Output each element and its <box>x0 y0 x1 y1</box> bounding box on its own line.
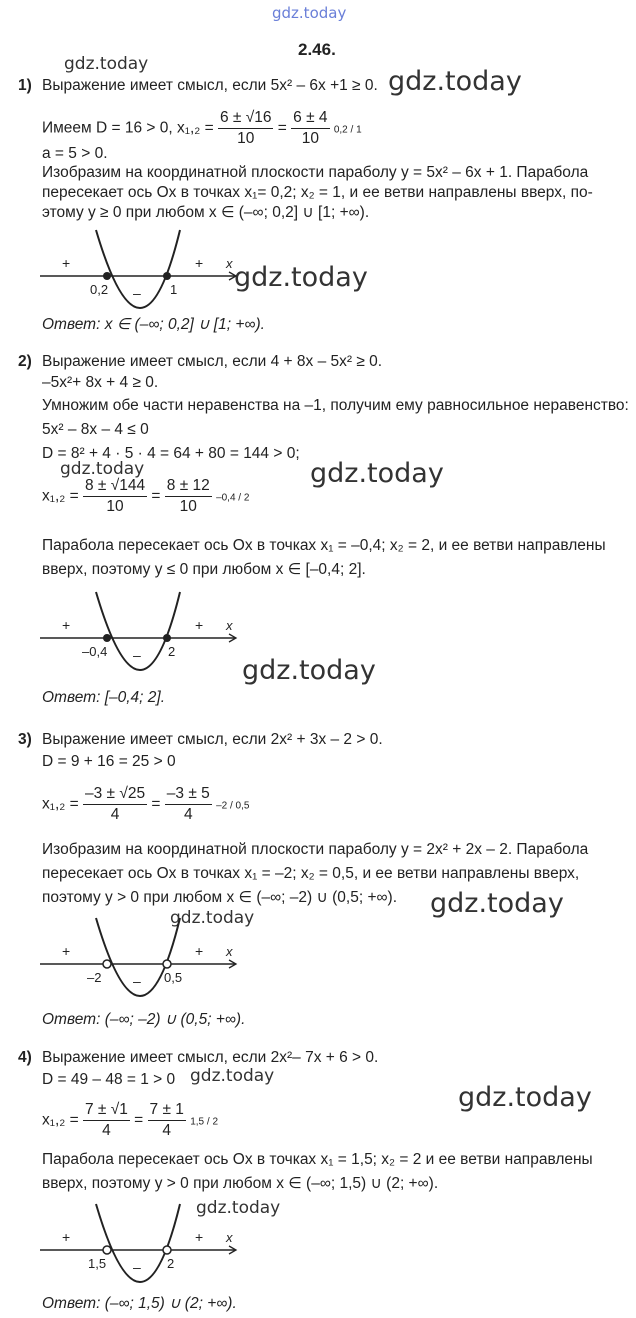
root-label: –2 <box>87 970 102 985</box>
text-line: поэтому y > 0 при любом x ∈ (–∞; –2) ∪ (0,5; +∞). <box>42 889 398 906</box>
parabola-graph <box>30 226 250 310</box>
parabola-graph <box>30 914 250 998</box>
parabola-graph <box>30 588 250 672</box>
numerator: 7 ± 1 <box>148 1100 186 1121</box>
text-line: D = 9 + 16 = 25 > 0 <box>42 753 176 770</box>
answer: Ответ: x ∈ (–∞; 0,2] ∪ [1; +∞). <box>42 316 265 333</box>
problem-condition: Выражение имеет смысл, если 4 + 8x – 5x² ≥ 0. <box>42 353 383 370</box>
sign-plus: + <box>195 943 204 959</box>
formula-row: x₁,₂ = $\frac{8 \pm √144}{10}$ = $\frac{8 \pm 12}{10}$ –0,4 / 2 <box>42 477 250 515</box>
formula-label: x₁,₂ = <box>42 795 79 813</box>
answer: Ответ: (–∞; 1,5) ∪ (2; +∞). <box>42 1295 237 1312</box>
root-label: 1,5 <box>88 1256 107 1271</box>
text-line: пересекает ось Ox в точках x₁= 0,2; x₂ = 1, и ее ветви направлены вверх, по- <box>42 184 593 201</box>
sign-minus: – <box>133 973 141 989</box>
text-line: вверх, поэтому y > 0 при любом x ∈ (–∞; 1,5) ∪ (2; +∞). <box>42 1175 439 1192</box>
sign-plus: + <box>62 943 71 959</box>
roots-subscript: –2 / 0,5 <box>216 800 250 812</box>
text-line: a = 5 > 0. <box>42 145 108 162</box>
denominator: 4 <box>162 1122 172 1139</box>
formula-label: x₁,₂ = <box>42 1111 79 1129</box>
fraction <box>83 1100 130 1141</box>
text-line: Изобразим на координатной плоскости параболу y = 5x² – 6x + 1. Парабола <box>42 164 589 181</box>
roots-subscript: 1,5 / 2 <box>190 1116 219 1128</box>
watermark: gdz.today <box>196 1198 281 1218</box>
roots-subscript: –0,4 / 2 <box>216 492 250 504</box>
root-point-open <box>103 960 111 968</box>
problem-condition: Выражение имеет смысл, если 5x² – 6x +1 ≥ 0. <box>42 77 378 94</box>
text-line: вверх, поэтому y ≤ 0 при любом x ∈ [–0,4; 2]. <box>42 561 366 578</box>
fraction <box>83 476 147 517</box>
watermark: gdz.today <box>64 54 149 74</box>
text-line: этому y ≥ 0 при любом x ∈ (–∞; 0,2] ∪ [1; +∞). <box>42 204 370 221</box>
sign-minus: – <box>133 1259 141 1275</box>
text-line: Парабола пересекает ось Ox в точках x₁ = 1,5; x₂ = 2 и ее ветви направлены <box>42 1151 593 1168</box>
problem-number: 2) <box>18 353 32 370</box>
root-label: 1 <box>170 282 178 297</box>
roots-subscript: 0,2 / 1 <box>333 124 362 136</box>
problem-number: 3) <box>18 731 32 748</box>
formula-row: x₁,₂ = $\frac{-3 \pm √25}{4}$ = $\frac{-3 \pm 5}{4}$ –2 / 0,5 <box>42 785 250 823</box>
denominator: 4 <box>110 806 120 823</box>
formula-row: Имеем D = 16 > 0, x₁,₂ = $\frac{6 \pm √16}{10}$ = $\frac{6 \pm 4}{10}$ 0,2 / 1 <box>42 109 362 147</box>
root-point-filled <box>163 634 171 642</box>
discriminant-text: Имеем D = 16 > 0, x₁,₂ = <box>42 119 214 137</box>
root-point-filled <box>163 272 171 280</box>
sign-plus: + <box>195 1229 204 1245</box>
problem-number: 4) <box>18 1049 32 1066</box>
sign-plus: + <box>195 617 204 633</box>
text-line: D = 49 – 48 = 1 > 0 <box>42 1071 176 1088</box>
sign-minus: – <box>133 647 141 663</box>
watermark: gdz.today <box>190 1066 275 1086</box>
text-line: –5x²+ 8x + 4 ≥ 0. <box>42 374 159 391</box>
problem-condition: Выражение имеет смысл, если 2x² + 3x – 2 > 0. <box>42 731 383 748</box>
fraction <box>148 1100 186 1141</box>
axis-label: x <box>226 944 233 959</box>
numerator: 6 ± √16 <box>218 108 274 129</box>
watermark: gdz.today <box>310 458 444 489</box>
sign-plus: + <box>62 1229 71 1245</box>
fraction <box>218 108 274 149</box>
text-line: Изобразим на координатной плоскости параболу y = 2x² + 2x – 2. Парабола <box>42 841 589 858</box>
numerator: –3 ± 5 <box>165 784 212 805</box>
watermark: gdz.today <box>430 888 564 919</box>
fraction <box>165 784 212 825</box>
denominator: 10 <box>179 498 197 515</box>
axis-label: x <box>226 1230 233 1245</box>
text-line: Умножим обе части неравенства на –1, получим ему равносильное неравенство: <box>42 397 629 414</box>
root-label: 2 <box>167 1256 175 1271</box>
numerator: 8 ± √144 <box>83 476 147 497</box>
root-point-filled <box>103 634 111 642</box>
sign-plus: + <box>62 617 71 633</box>
numerator: –3 ± √25 <box>83 784 147 805</box>
formula-row: x₁,₂ = $\frac{7 \pm √1}{4}$ = $\frac{7 \pm 1}{4}$ 1,5 / 2 <box>42 1101 219 1139</box>
text-line: пересекает ось Ox в точках x₁ = –2; x₂ = 0,5, и ее ветви направлены вверх, <box>42 865 580 882</box>
root-label: 0,5 <box>164 970 183 985</box>
denominator: 10 <box>237 130 255 147</box>
answer: Ответ: [–0,4; 2]. <box>42 689 166 706</box>
sign-plus: + <box>195 255 204 271</box>
root-label: 0,2 <box>90 282 109 297</box>
text-line: Парабола пересекает ось Ox в точках x₁ = –0,4; x₂ = 2, и ее ветви направлены <box>42 537 606 554</box>
watermark-top: gdz.today <box>272 4 347 22</box>
page-title: 2.46. <box>298 40 336 59</box>
watermark: gdz.today <box>170 908 255 928</box>
problem-condition: Выражение имеет смысл, если 2x²– 7x + 6 > 0. <box>42 1049 379 1066</box>
sign-minus: – <box>133 285 141 301</box>
denominator: 4 <box>102 1122 111 1139</box>
problem-number: 1) <box>18 77 32 94</box>
watermark: gdz.today <box>242 655 376 686</box>
root-point-open <box>163 960 171 968</box>
watermark: gdz.today <box>234 262 368 293</box>
denominator: 10 <box>106 498 124 515</box>
watermark: gdz.today <box>458 1082 592 1113</box>
watermark: gdz.today <box>388 66 522 97</box>
numerator: 6 ± 4 <box>291 108 329 129</box>
numerator: 8 ± 12 <box>165 476 212 497</box>
axis-label: x <box>226 618 233 633</box>
root-point-open <box>163 1246 171 1254</box>
fraction <box>165 476 212 517</box>
answer: Ответ: (–∞; –2) ∪ (0,5; +∞). <box>42 1011 246 1028</box>
formula-label: x₁,₂ = <box>42 487 79 505</box>
text-line: D = 8² + 4 · 5 · 4 = 64 + 80 = 144 > 0; <box>42 445 300 462</box>
denominator: 4 <box>183 806 193 823</box>
fraction <box>83 784 147 825</box>
denominator: 10 <box>301 130 319 147</box>
root-point-filled <box>103 272 111 280</box>
root-label: 2 <box>168 644 176 659</box>
root-label: –0,4 <box>82 644 108 659</box>
axis-label: x <box>226 256 233 271</box>
fraction <box>291 108 329 149</box>
watermark: gdz.today <box>60 459 145 479</box>
root-point-open <box>103 1246 111 1254</box>
parabola-graph <box>30 1200 250 1284</box>
numerator: 7 ± √1 <box>83 1100 130 1121</box>
text-line: 5x² – 8x – 4 ≤ 0 <box>42 421 149 438</box>
sign-plus: + <box>62 255 71 271</box>
